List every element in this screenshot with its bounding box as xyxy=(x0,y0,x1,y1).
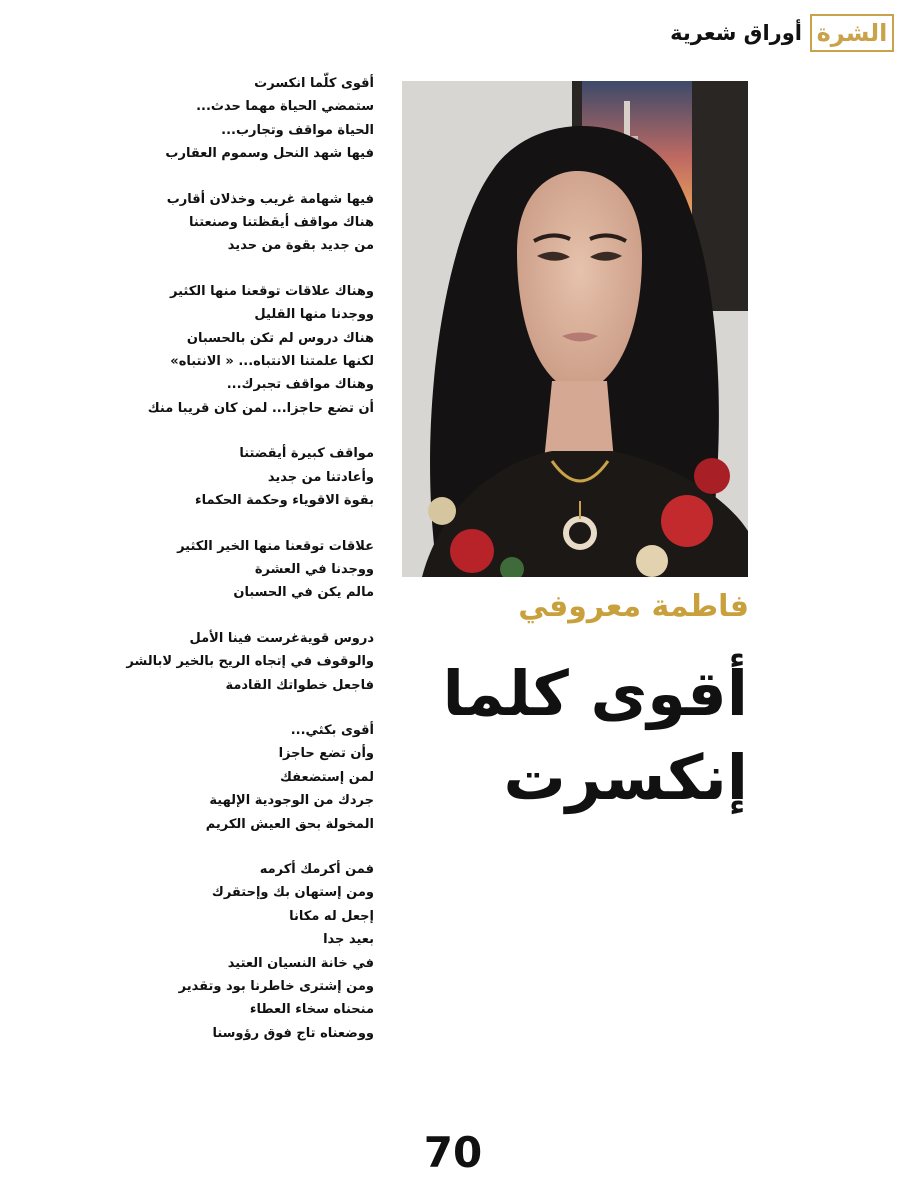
title-line-2: إنكسرت xyxy=(503,741,748,814)
poem-line: فيها شهد النحل وسموم العقارب xyxy=(165,146,374,162)
poem-line: وأعادتنا من جديد xyxy=(267,469,374,485)
section-label: أوراق شعرية xyxy=(670,21,802,45)
poem-line: مالم يكن في الحسبان xyxy=(233,585,374,601)
article-title xyxy=(402,652,748,820)
title-line-1: أقوى كلما xyxy=(442,657,748,730)
poem-line: من جديد بقوة من حديد xyxy=(227,238,374,254)
poem-line: ووجدنا منها القليل xyxy=(254,307,374,323)
poem-line: هناك مواقف أيقظتنا وصنعتنا xyxy=(189,215,374,231)
author-name: فاطمة معروفي xyxy=(518,589,749,624)
magazine-logo xyxy=(810,14,894,52)
poem-line: بقوة الاقوياء وحكمة الحكماء xyxy=(195,493,374,509)
poem-line: فاجعل خطواتك القادمة xyxy=(225,677,374,693)
poem-line: ووجدنا في العشرة xyxy=(254,561,374,577)
poem-line: والوقوف في إتجاه الريح بالخير لابالشر xyxy=(126,654,374,670)
poem-line: وأن تضع حاجزا xyxy=(278,746,374,762)
poem-line: دروس قويةغرست فينا الأمل xyxy=(189,630,374,646)
poem-line: في خانة النسيان العتيد xyxy=(227,955,374,971)
poem-line: فمن أكرمك أكرمه xyxy=(259,861,374,877)
poem-line: الحياة مواقف وتجارب... xyxy=(221,122,374,138)
poem-stanza-4 xyxy=(124,442,374,512)
poem-text xyxy=(124,72,374,1067)
author-portrait-photo xyxy=(402,81,748,577)
poem-line: جردك من الوجودية الإلهية xyxy=(209,793,374,809)
magazine-logo-text: الشرة xyxy=(816,19,888,47)
poem-line: بعيد جدا xyxy=(323,932,374,948)
poem-stanza-2 xyxy=(124,188,374,258)
poem-line: علاقات توقعنا منها الخير الكثير xyxy=(177,538,374,554)
poem-line: أقوى كلّما انكسرت xyxy=(254,76,374,91)
poem-stanza-5 xyxy=(124,535,374,605)
poem-line: ومن إستهان بك وإحتقرك xyxy=(211,885,374,901)
poem-line: إجعل له مكانا xyxy=(289,908,374,924)
poem-stanza-1 xyxy=(124,72,374,166)
poem-line: هناك دروس لم تكن بالحسبان xyxy=(186,330,374,346)
poem-stanza-8 xyxy=(124,858,374,1045)
poem-line: لمن إستضعفك xyxy=(280,769,374,785)
poem-stanza-7 xyxy=(124,719,374,836)
page-number: 70 xyxy=(423,1128,483,1177)
poem-line: وهناك علاقات توقعنا منها الكثير xyxy=(170,283,374,299)
poem-stanza-6 xyxy=(124,627,374,697)
portrait-illustration xyxy=(402,81,748,577)
poem-line: ووضعناه تاج فوق رؤوسنا xyxy=(212,1025,374,1041)
poem-line: لكنها علمتنا الانتباه... « الانتباه» xyxy=(170,354,374,370)
poem-stanza-3 xyxy=(124,280,374,420)
poem-line: المخولة بحق العيش الكريم xyxy=(205,816,374,832)
poem-line: منحناه سخاء العطاء xyxy=(249,1002,374,1018)
poem-line: أن تضع حاجزا... لمن كان قريبا منك xyxy=(147,400,374,416)
poem-line: مواقف كبيرة أيقضتنا xyxy=(239,446,374,462)
poem-line: ستمضي الحياة مهما حدث... xyxy=(196,99,374,115)
poem-line: أقوى بكثي... xyxy=(290,722,374,738)
poem-line: ومن إشترى خاطرنا بود وتقدير xyxy=(178,979,374,994)
poem-line: وهناك مواقف تجبرك... xyxy=(226,377,374,393)
poem-line: فيها شهامة غريب وخذلان أقارب xyxy=(166,191,374,207)
